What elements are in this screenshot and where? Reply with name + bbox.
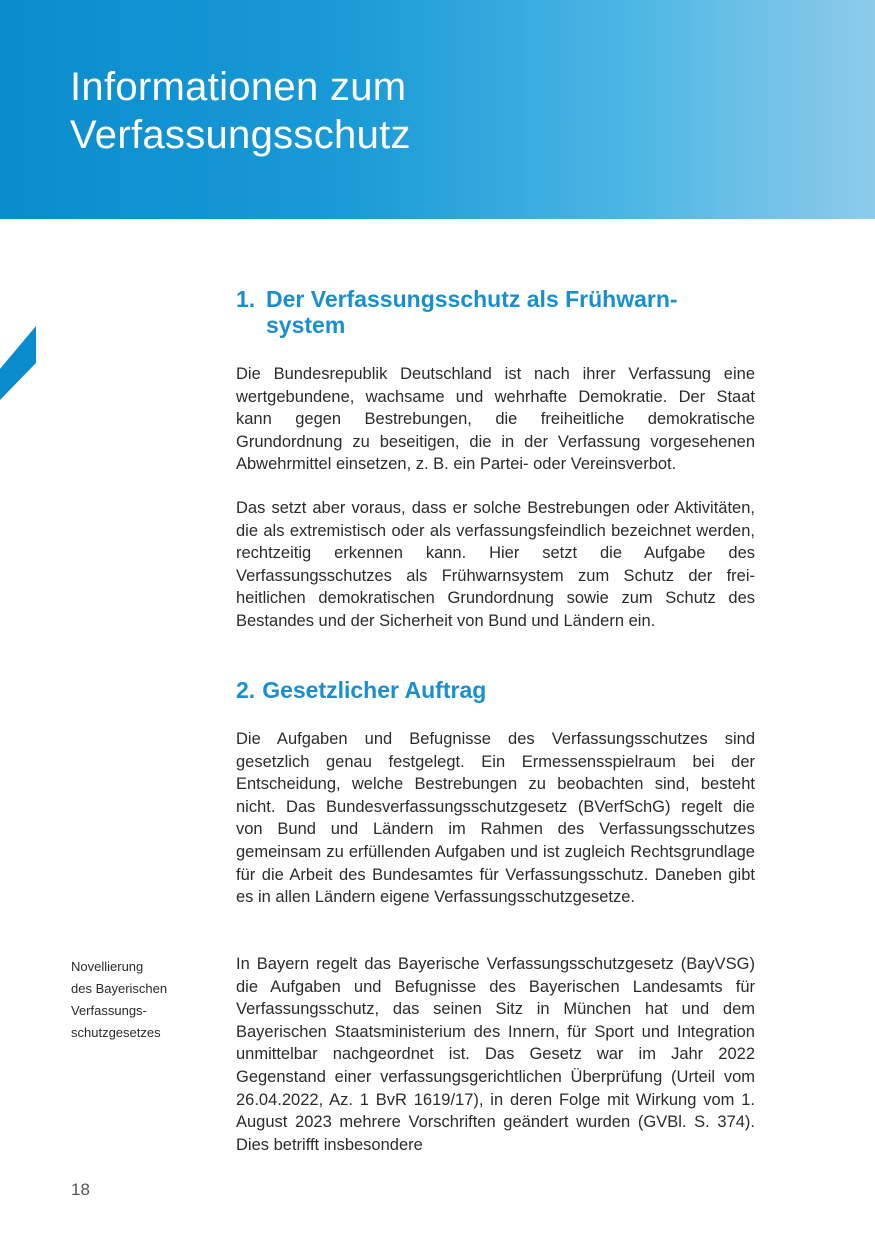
- section-1-title: [266, 286, 678, 338]
- margin-note: [71, 956, 211, 1044]
- section-1-number: 1.: [236, 286, 256, 312]
- margin-note-line-4: schutzgesetzes: [71, 1025, 161, 1040]
- margin-note-line-3: Verfassungs-: [71, 1003, 147, 1018]
- section-1-title-line-2: system: [266, 312, 346, 338]
- section-1-paragraph-2: Das setzt aber voraus, dass er solche Bestrebungen oder Aktivitäten, die als extremistisch oder als verfassungsfeindlich bezeichnet werden, rechtzeitig erkennen kann. Hier setzt die Aufgabe des Verfassungsschutzes als Frühwarnsystem zum Schutz der freiheitlichen demokratischen Grundordnung sowie zum Schutz des Bestandes und der Sicherheit von Bund und Ländern ein.: [236, 499, 755, 630]
- margin-note-line-2: des Bayerischen: [71, 981, 168, 996]
- section-1-paragraph-1: Die Bundesrepublik Deutschland ist nach ihrer Verfassung eine wertgebundene, wachsame und wehrhafte Demokratie. Der Staat kann gegen Bestrebungen, die freiheitliche demokratische Grundordnung zu beseitigen, die in der Verfassung vorgesehenen Abwehrmittel einsetzen, z. B. ein Partei- oder Vereinsverbot.: [236, 365, 755, 474]
- section-edge-marker: [0, 326, 36, 400]
- section-2-number: 2.: [236, 677, 256, 703]
- margin-note-line-1: Novellierung: [71, 959, 144, 974]
- page-number: 18: [71, 1180, 90, 1199]
- section-1-title-line-1: Der Verfassungsschutz als Frühwarn-: [266, 286, 678, 312]
- section-2-paragraph-1: Die Aufgaben und Befugnisse des Verfassungsschutzes sind gesetzlich genau festgelegt. Ein Ermessensspielraum bei der Entscheidung, welche Bestrebungen zu beobachten sind, besteht nicht. Das Bundesverfassungsschutzgesetz (BVerfSchG) regelt die von Bund und Ländern im Rahmen des Verfassungsschutzes gemeinsam zu erfüllenden Aufgaben und ist zugleich Rechtsgrundlage für die Arbeit des Bundesamtes für Verfassungsschutz. Daneben gibt es in allen Ländern eigene Verfassungsschutzgesetze.: [236, 730, 755, 907]
- chapter-title-line-2: Verfassungsschutz: [70, 113, 411, 157]
- section-2-paragraph-2: In Bayern regelt das Bayerische Verfassungsschutzgesetz (BayVSG) die Aufgaben und Befugnisse des Bayerischen Landesamts für Verfassungsschutz, das seinen Sitz in München hat und dem Bayerischen Staatsministerium des Innern, für Sport und Integration unmittelbar nachgeordnet ist. Das Gesetz war im Jahr 2022 Gegenstand einer verfassungsgerichtlichen Überprüfung (Urteil vom 26.04.2022, Az. 1 BvR 1619/17), in deren Folge mit Wirkung vom 1. August 2023 mehrere Vorschriften geändert wurden (GVBl. S. 374). Dies betrifft insbesondere: [236, 955, 755, 1154]
- section-2-title: Gesetzlicher Auftrag: [262, 677, 487, 703]
- section-1-heading: [236, 286, 755, 338]
- section-2-heading: [236, 677, 755, 703]
- chapter-title-line-1: Informationen zum: [70, 65, 407, 109]
- chapter-header-band: [0, 0, 875, 219]
- chapter-title: [70, 63, 411, 159]
